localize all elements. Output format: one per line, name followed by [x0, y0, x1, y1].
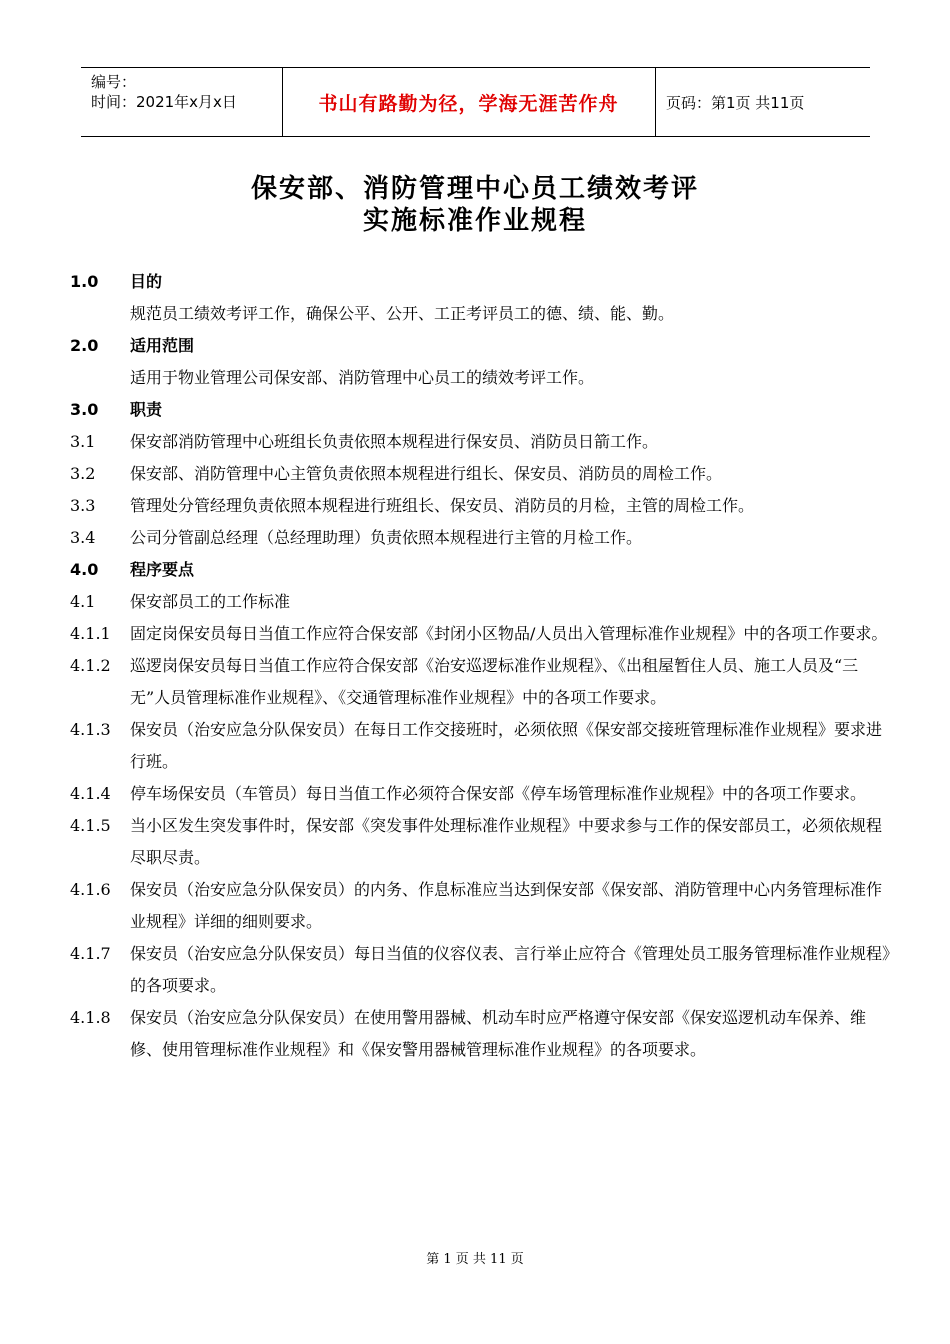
header-meta	[91, 72, 237, 112]
section-item	[70, 458, 890, 490]
section-text: 保安部消防管理中心班组长负责依照本规程进行保安员、消防员日箭工作。	[130, 432, 659, 451]
section-number: 4.1.1	[70, 624, 111, 643]
section-text: 适用范围	[130, 336, 195, 355]
section-item	[70, 778, 890, 810]
section-item	[70, 938, 890, 1002]
header-page-info: 页码：第1页 共11页	[666, 94, 805, 112]
section-text: 职责	[130, 400, 163, 419]
section-item	[70, 874, 890, 938]
section-heading	[70, 266, 890, 298]
section-item	[70, 490, 890, 522]
section-number: 1.0	[70, 272, 99, 291]
section-text: 保安部员工的工作标准	[130, 592, 291, 611]
section-text: 目的	[130, 272, 163, 291]
document-title-line1: 保安部、消防管理中心员工绩效考评	[250, 174, 699, 204]
section-number: 3.1	[70, 432, 96, 451]
section-item	[70, 586, 890, 618]
section-number: 4.1.2	[70, 656, 111, 675]
section-item	[70, 1002, 890, 1066]
document-header	[81, 67, 870, 137]
section-number: 3.3	[70, 496, 96, 515]
code-label: 编号：	[91, 73, 137, 91]
header-motto: 书山有路勤为径，学海无涯苦作舟	[318, 92, 619, 115]
section-text: 适用于物业管理公司保安部、消防管理中心员工的绩效考评工作。	[130, 368, 595, 387]
header-divider	[655, 68, 656, 136]
section-item	[70, 714, 890, 778]
time-label: 时间：2021年x月x日	[91, 93, 237, 111]
section-item	[70, 298, 890, 330]
section-number: 4.0	[70, 560, 99, 579]
section-number: 4.1	[70, 592, 96, 611]
section-item	[70, 618, 890, 650]
section-text: 停车场保安员（车管员）每日当值工作必须符合保安部《停车场管理标准作业规程》中的各项工作要求。	[130, 784, 867, 803]
document-body	[70, 266, 890, 1066]
page-footer: 第 1 页 共 11 页	[426, 1252, 524, 1267]
section-heading	[70, 554, 890, 586]
section-heading	[70, 330, 890, 362]
section-number: 4.1.7	[70, 944, 111, 963]
section-number: 3.0	[70, 400, 99, 419]
section-text: 规范员工绩效考评工作，确保公平、公开、工正考评员工的德、绩、能、勤。	[130, 304, 675, 323]
section-number: 3.4	[70, 528, 96, 547]
section-number: 4.1.8	[70, 1008, 111, 1027]
section-text: 保安员（治安应急分队保安员）每日当值的仪容仪表、言行举止应符合《管理处员工服务管理标准作业规程》的各项要求。	[130, 944, 891, 995]
section-text: 保安员（治安应急分队保安员）在使用警用器械、机动车时应严格遵守保安部《保安巡逻机动车保养、维修、使用管理标准作业规程》和《保安警用器械管理标准作业规程》的各项要求。	[130, 1008, 867, 1059]
section-number: 4.1.4	[70, 784, 111, 803]
section-number: 2.0	[70, 336, 99, 355]
section-text: 管理处分管经理负责依照本规程进行班组长、保安员、消防员的月检，主管的周检工作。	[130, 496, 755, 515]
document-title-line2: 实施标准作业规程	[362, 206, 587, 236]
section-text: 巡逻岗保安员每日当值工作应符合保安部《治安巡逻标准作业规程》、《出租屋暂住人员、施工人员及“三无”人员管理标准作业规程》、《交通管理标准作业规程》中的各项工作要求。	[130, 656, 859, 707]
section-number: 4.1.6	[70, 880, 111, 899]
section-text: 保安部、消防管理中心主管负责依照本规程进行组长、保安员、消防员的周检工作。	[130, 464, 723, 483]
section-item	[70, 362, 890, 394]
section-text: 固定岗保安员每日当值工作应符合保安部《封闭小区物品/人员出入管理标准作业规程》中的各项工作要求。	[130, 624, 888, 643]
section-number: 4.1.5	[70, 816, 111, 835]
section-item	[70, 810, 890, 874]
section-item	[70, 650, 890, 714]
section-item	[70, 426, 890, 458]
section-number: 3.2	[70, 464, 96, 483]
section-number: 4.1.3	[70, 720, 111, 739]
section-text: 保安员（治安应急分队保安员）的内务、作息标准应当达到保安部《保安部、消防管理中心内务管理标准作业规程》详细的细则要求。	[130, 880, 883, 931]
section-text: 保安员（治安应急分队保安员）在每日工作交接班时，必须依照《保安部交接班管理标准作业规程》要求进行班。	[130, 720, 883, 771]
section-item	[70, 522, 890, 554]
section-text: 程序要点	[130, 560, 195, 579]
section-text: 公司分管副总经理（总经理助理）负责依照本规程进行主管的月检工作。	[130, 528, 643, 547]
section-heading	[70, 394, 890, 426]
section-text: 当小区发生突发事件时，保安部《突发事件处理标准作业规程》中要求参与工作的保安部员工，必须依规程尽职尽责。	[130, 816, 883, 867]
